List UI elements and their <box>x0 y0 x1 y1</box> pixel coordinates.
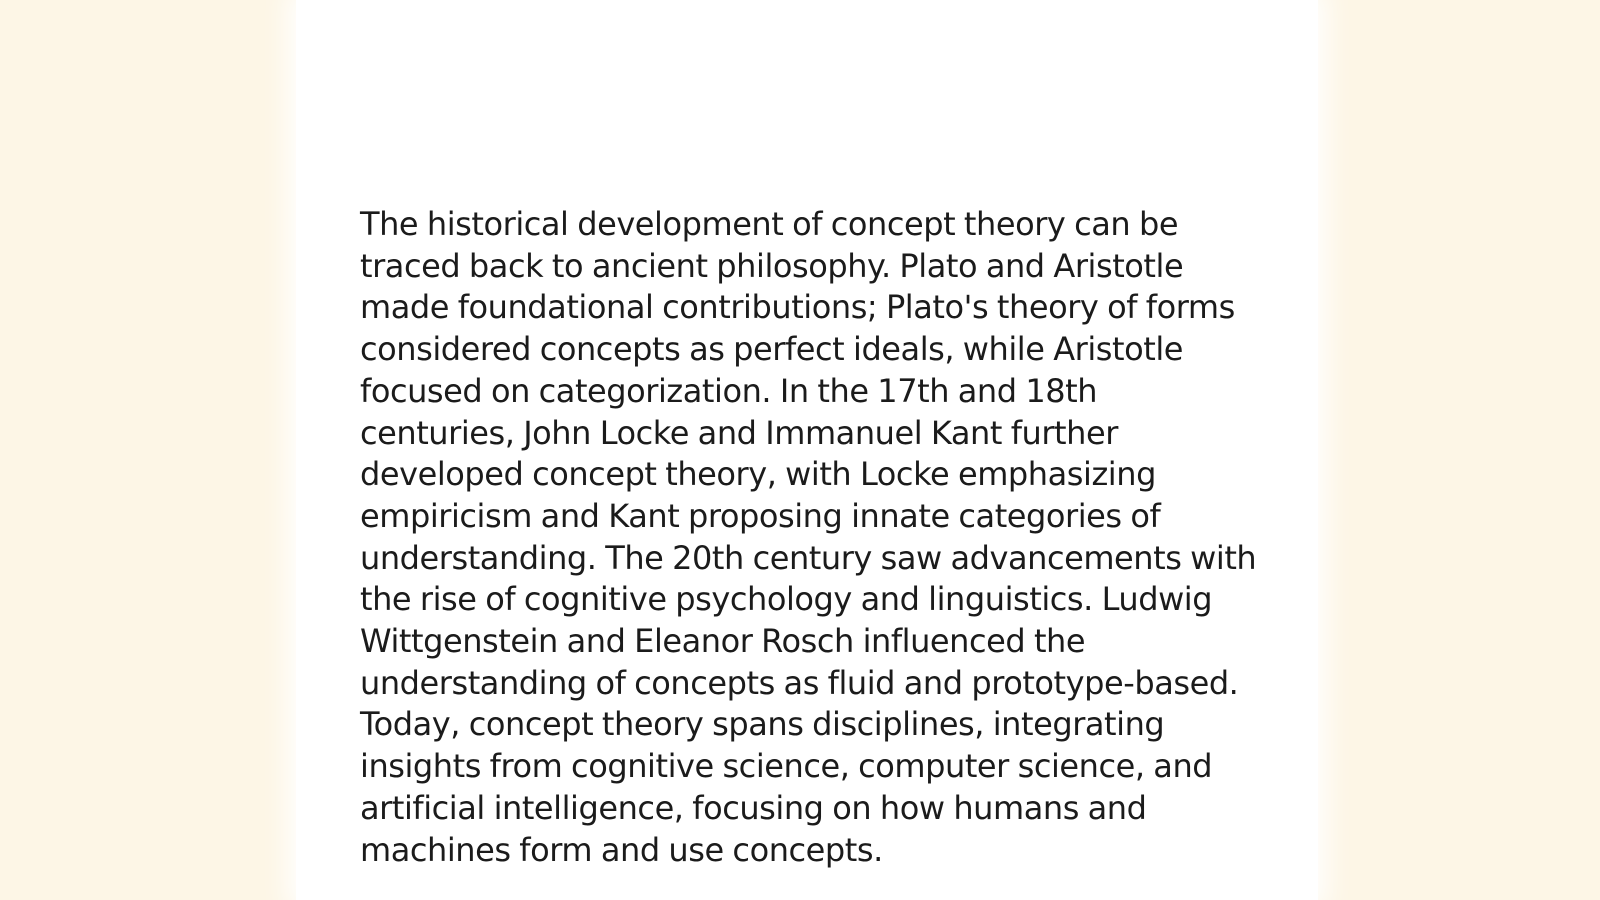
document-page <box>296 0 1318 900</box>
body-paragraph: The historical development of concept theory can be traced back to ancient philosophy. Plato and Aristotle made foundational contributions; Plato's theory of forms considered concepts as perfect ideals, while Aristotle focused on categorization. In the 17th and 18th centuries, John Locke and Immanuel Kant further developed concept theory, with Locke emphasizing empiricism and Kant proposing innate categories of understanding. The 20th century saw advancements with the rise of cognitive psychology and linguistics. Ludwig Wittgenstein and Eleanor Rosch influenced the understanding of concepts as fluid and prototype-based. Today, concept theory spans disciplines, integrating insights from cognitive science, computer science, and artificial intelligence, focusing on how humans and machines form and use concepts. <box>360 205 1257 869</box>
